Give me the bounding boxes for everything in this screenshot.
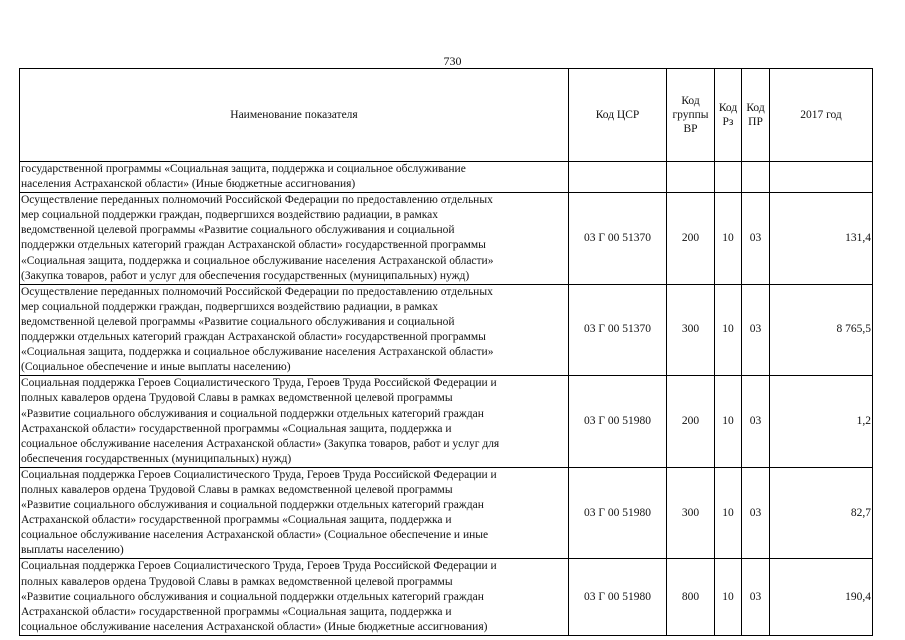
row-rz-cell: 10 [715, 559, 742, 635]
row-pr-cell: 03 [742, 467, 770, 559]
row-name-line: государственной программы «Социальная защита, поддержка и социальное обслуживание [21, 163, 466, 175]
row-pr-cell: 03 [742, 193, 770, 285]
row-csr-cell: 03 Г 00 51370 [569, 193, 667, 285]
row-name-cell [20, 559, 569, 635]
row-name-line: поддержки отдельных категорий граждан Астраханской области» государственной программы [21, 239, 486, 252]
row-pr-cell [742, 162, 770, 193]
row-name-cell [20, 162, 569, 193]
header-pr-line: Код [746, 102, 765, 114]
row-name-line: «Развитие социального обслуживания и социальной поддержки отдельных категорий граждан [21, 407, 484, 420]
row-name-line: Астраханской области» государственной программы «Социальная защита, поддержка и [21, 422, 452, 435]
row-pr-cell: 03 [742, 376, 770, 468]
header-rz [715, 69, 742, 162]
row-name-line: ведомственной целевой программы «Развитие социального обслуживания и социальной [21, 315, 455, 328]
row-name-line: полных кавалеров ордена Трудовой Славы в рамках ведомственной целевой программы [21, 483, 453, 496]
row-name-line: социальное обслуживание населения Астраханской области» (Иные бюджетные ассигнования) [21, 620, 488, 633]
row-name-line: Социальная поддержка Героев Социалистического Труда, Героев Труда Российской Федерации и [21, 468, 497, 481]
row-name-line: «Развитие социального обслуживания и социальной поддержки отдельных категорий граждан [21, 590, 484, 603]
table-body [20, 162, 873, 636]
row-name-line: поддержки отдельных категорий граждан Астраханской области» государственной программы [21, 331, 486, 344]
row-csr-cell [569, 162, 667, 193]
row-name-line: (Закупка товаров, работ и услуг для обеспечения государственных (муниципальных) нужд) [21, 269, 470, 282]
header-vr-line: Код [681, 95, 700, 107]
row-name-line: социальное обслуживание населения Астраханской области» (Социальное обеспечение и иные [21, 529, 489, 542]
row-pr-cell: 03 [742, 559, 770, 635]
header-vr-line: ВР [683, 123, 698, 135]
row-name-line: «Социальная защита, поддержка и социальное обслуживание населения Астраханской области» [21, 346, 494, 359]
row-vr-cell: 300 [667, 284, 715, 376]
row-vr-cell: 200 [667, 193, 715, 285]
header-csr: Код ЦСР [569, 69, 667, 162]
row-name-line: полных кавалеров ордена Трудовой Славы в рамках ведомственной целевой программы [21, 575, 453, 588]
header-rz-line: Код [718, 102, 738, 114]
row-amount-cell: 8 765,5 [770, 284, 873, 376]
row-name-line: полных кавалеров ордена Трудовой Славы в рамках ведомственной целевой программы [21, 392, 453, 405]
table-row [20, 467, 873, 559]
row-name-line: населения Астраханской области» (Иные бюджетные ассигнования) [21, 178, 356, 191]
row-amount-cell [770, 162, 873, 193]
header-name: Наименование показателя [20, 69, 569, 162]
row-name-cell [20, 376, 569, 468]
row-amount-cell: 1,2 [770, 376, 873, 468]
page-number: 730 [443, 54, 462, 68]
header-pr [742, 69, 770, 162]
row-name-line: социальное обслуживание населения Астраханской области» (Закупка товаров, работ и услуг для [21, 437, 500, 450]
header-rz-line: Рз [722, 116, 734, 128]
row-name-line: выплаты населению) [21, 544, 124, 557]
budget-table [19, 68, 873, 636]
row-name-line: Астраханской области» государственной программы «Социальная защита, поддержка и [21, 514, 452, 527]
row-vr-cell: 200 [667, 376, 715, 468]
row-name-line: «Развитие социального обслуживания и социальной поддержки отдельных категорий граждан [21, 499, 484, 512]
row-name-line: Осуществление переданных полномочий Российской Федерации по предоставлению отдельных [21, 194, 493, 207]
table-row [20, 559, 873, 635]
row-csr-cell: 03 Г 00 51980 [569, 376, 667, 468]
row-name-line: «Социальная защита, поддержка и социальное обслуживание населения Астраханской области» [21, 254, 494, 267]
row-rz-cell: 10 [715, 376, 742, 468]
table-header-row [20, 69, 873, 162]
header-vr [667, 69, 715, 162]
table-row [20, 162, 873, 193]
row-name-line: ведомственной целевой программы «Развитие социального обслуживания и социальной [21, 224, 455, 237]
row-name-cell [20, 284, 569, 376]
row-vr-cell: 800 [667, 559, 715, 635]
header-vr-line: группы [672, 109, 709, 121]
table-row [20, 376, 873, 468]
row-name-cell [20, 467, 569, 559]
header-amount: 2017 год [770, 69, 873, 162]
row-csr-cell: 03 Г 00 51370 [569, 284, 667, 376]
row-name-line: мер социальной поддержки граждан, подвергшихся воздействию радиации, в рамках [21, 300, 439, 313]
row-amount-cell: 190,4 [770, 559, 873, 635]
header-pr-line: ПР [748, 116, 763, 128]
row-name-line: мер социальной поддержки граждан, подвергшихся воздействию радиации, в рамках [21, 209, 439, 222]
row-rz-cell: 10 [715, 284, 742, 376]
row-vr-cell: 300 [667, 467, 715, 559]
row-pr-cell: 03 [742, 284, 770, 376]
row-name-line: Осуществление переданных полномочий Российской Федерации по предоставлению отдельных [21, 285, 493, 298]
row-name-line: (Социальное обеспечение и иные выплаты населению) [21, 361, 291, 374]
row-name-line: Социальная поддержка Героев Социалистического Труда, Героев Труда Российской Федерации и [21, 560, 497, 573]
row-rz-cell: 10 [715, 193, 742, 285]
row-rz-cell [715, 162, 742, 193]
row-name-cell [20, 193, 569, 285]
row-amount-cell: 82,7 [770, 467, 873, 559]
row-csr-cell: 03 Г 00 51980 [569, 467, 667, 559]
row-name-line: Социальная поддержка Героев Социалистического Труда, Героев Труда Российской Федерации и [21, 377, 497, 390]
table-row [20, 193, 873, 285]
row-csr-cell: 03 Г 00 51980 [569, 559, 667, 635]
row-name-line: обеспечения государственных (муниципальных) нужд) [21, 452, 292, 465]
row-rz-cell: 10 [715, 467, 742, 559]
row-amount-cell: 131,4 [770, 193, 873, 285]
row-name-line: Астраханской области» государственной программы «Социальная защита, поддержка и [21, 605, 452, 618]
table-row [20, 284, 873, 376]
row-vr-cell [667, 162, 715, 193]
